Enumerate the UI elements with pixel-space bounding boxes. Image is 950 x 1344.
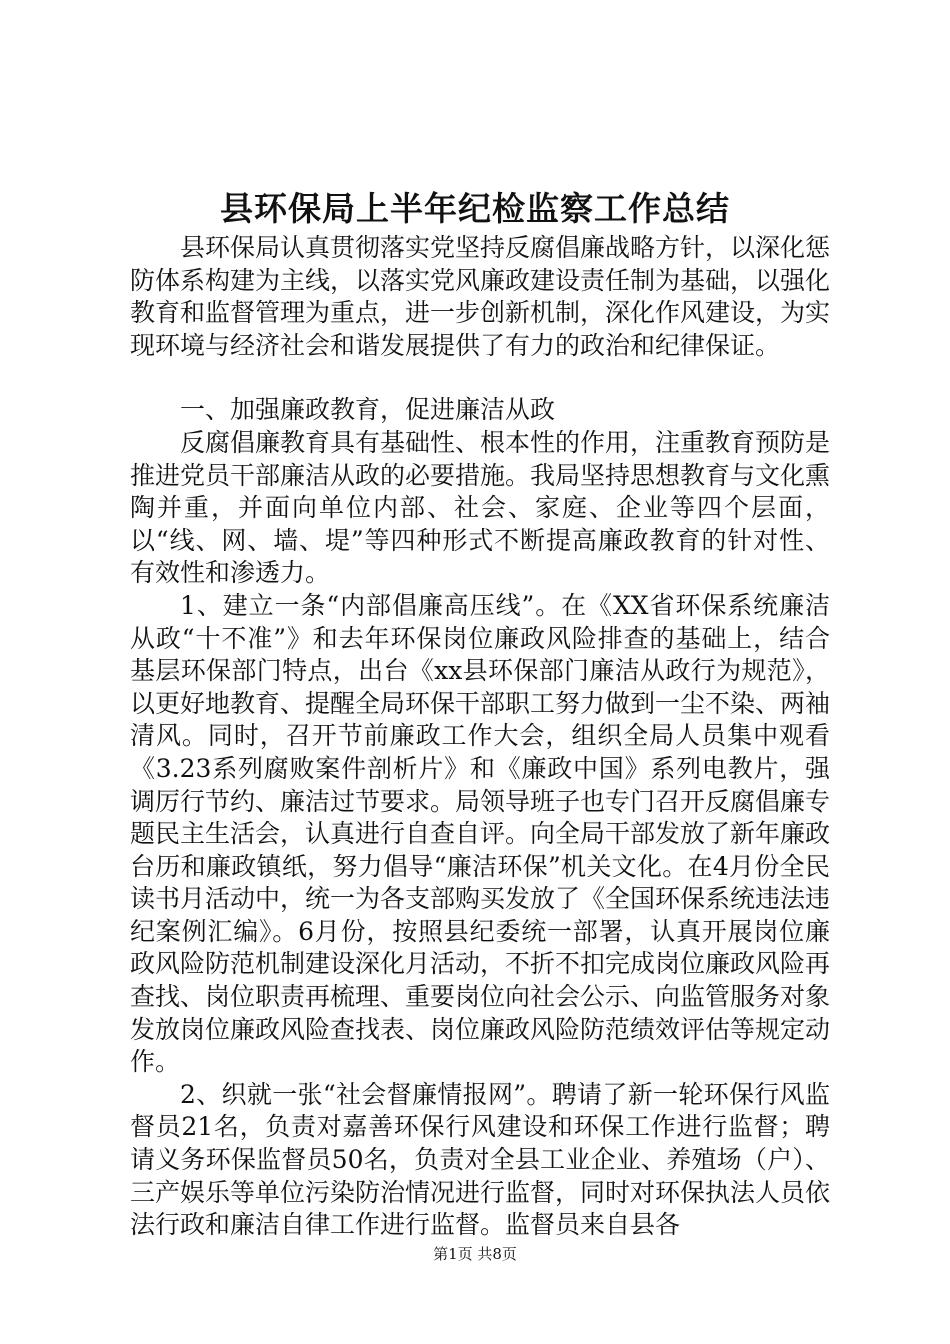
body-paragraph: 反腐倡廉教育具有基础性、根本性的作用，注重教育预防是推进党员干部廉洁从政的必要措施。我局坚持思想教育与文化熏陶并重，并面向单位内部、社会、家庭、企业等四个层面，以“线、网、墙、堤”等四种形式不断提高廉政教育的针对性、有效性和渗透力。 [130, 427, 831, 588]
body-paragraph: 2、织就一张“社会督廉情报网”。聘请了新一轮环保行风监督员21名，负责对嘉善环保行风建设和环保工作进行监督；聘请义务环保监督员50名，负责对全县工业企业、养殖场（户）、三产娱乐等单位污染防治情况进行监督，同时对环保执法人员依法行政和廉洁自律工作进行监督。监督员来自县各 [130, 1079, 831, 1240]
intro-paragraph: 县环保局认真贯彻落实党坚持反腐倡廉战略方针，以深化惩防体系构建为主线，以落实党风廉政建设责任制为基础，以强化教育和监督管理为重点，进一步创新机制，深化作风建设，为实现环境与经济社会和谐发展提供了有力的政治和纪律保证。 [130, 233, 831, 360]
document-body [130, 232, 830, 1242]
body-paragraph: 1、建立一条“内部倡廉高压线”。在《XX省环保系统廉洁从政“十不准”》和去年环保岗位廉政风险排查的基础上，结合基层环保部门特点，出台《xx县环保部门廉洁从政行为规范》，以更好地教育、提醒全局环保干部职工努力做到一尘不染、两袖清风。同时，召开节前廉政工作大会，组织全局人员集中观看《3.23系列腐败案件剖析片》和《廉政中国》系列电教片，强调厉行节约、廉洁过节要求。局领导班子也专门召开反腐倡廉专题民主生活会，认真进行自查自评。向全局干部发放了新年廉政台历和廉政镇纸，努力倡导“廉洁环保”机关文化。在4月份全民读书月活动中，统一为各支部购买发放了《全国环保系统违法违纪案例汇编》。6月份，按照县纪委统一部署，认真开展岗位廉政风险防范机制建设深化月活动，不折不扣完成岗位廉政风险再查找、岗位职责再梳理、重要岗位向社会公示、向监管服务对象发放岗位廉政风险查找表、岗位廉政风险防范绩效评估等规定动作。 [130, 590, 831, 1077]
section-heading: 一、加强廉政教育，促进廉洁从政 [180, 395, 556, 425]
page-footer: 第1页 共8页 [433, 1245, 517, 1263]
document-title: 县环保局上半年纪检监察工作总结 [220, 189, 730, 228]
